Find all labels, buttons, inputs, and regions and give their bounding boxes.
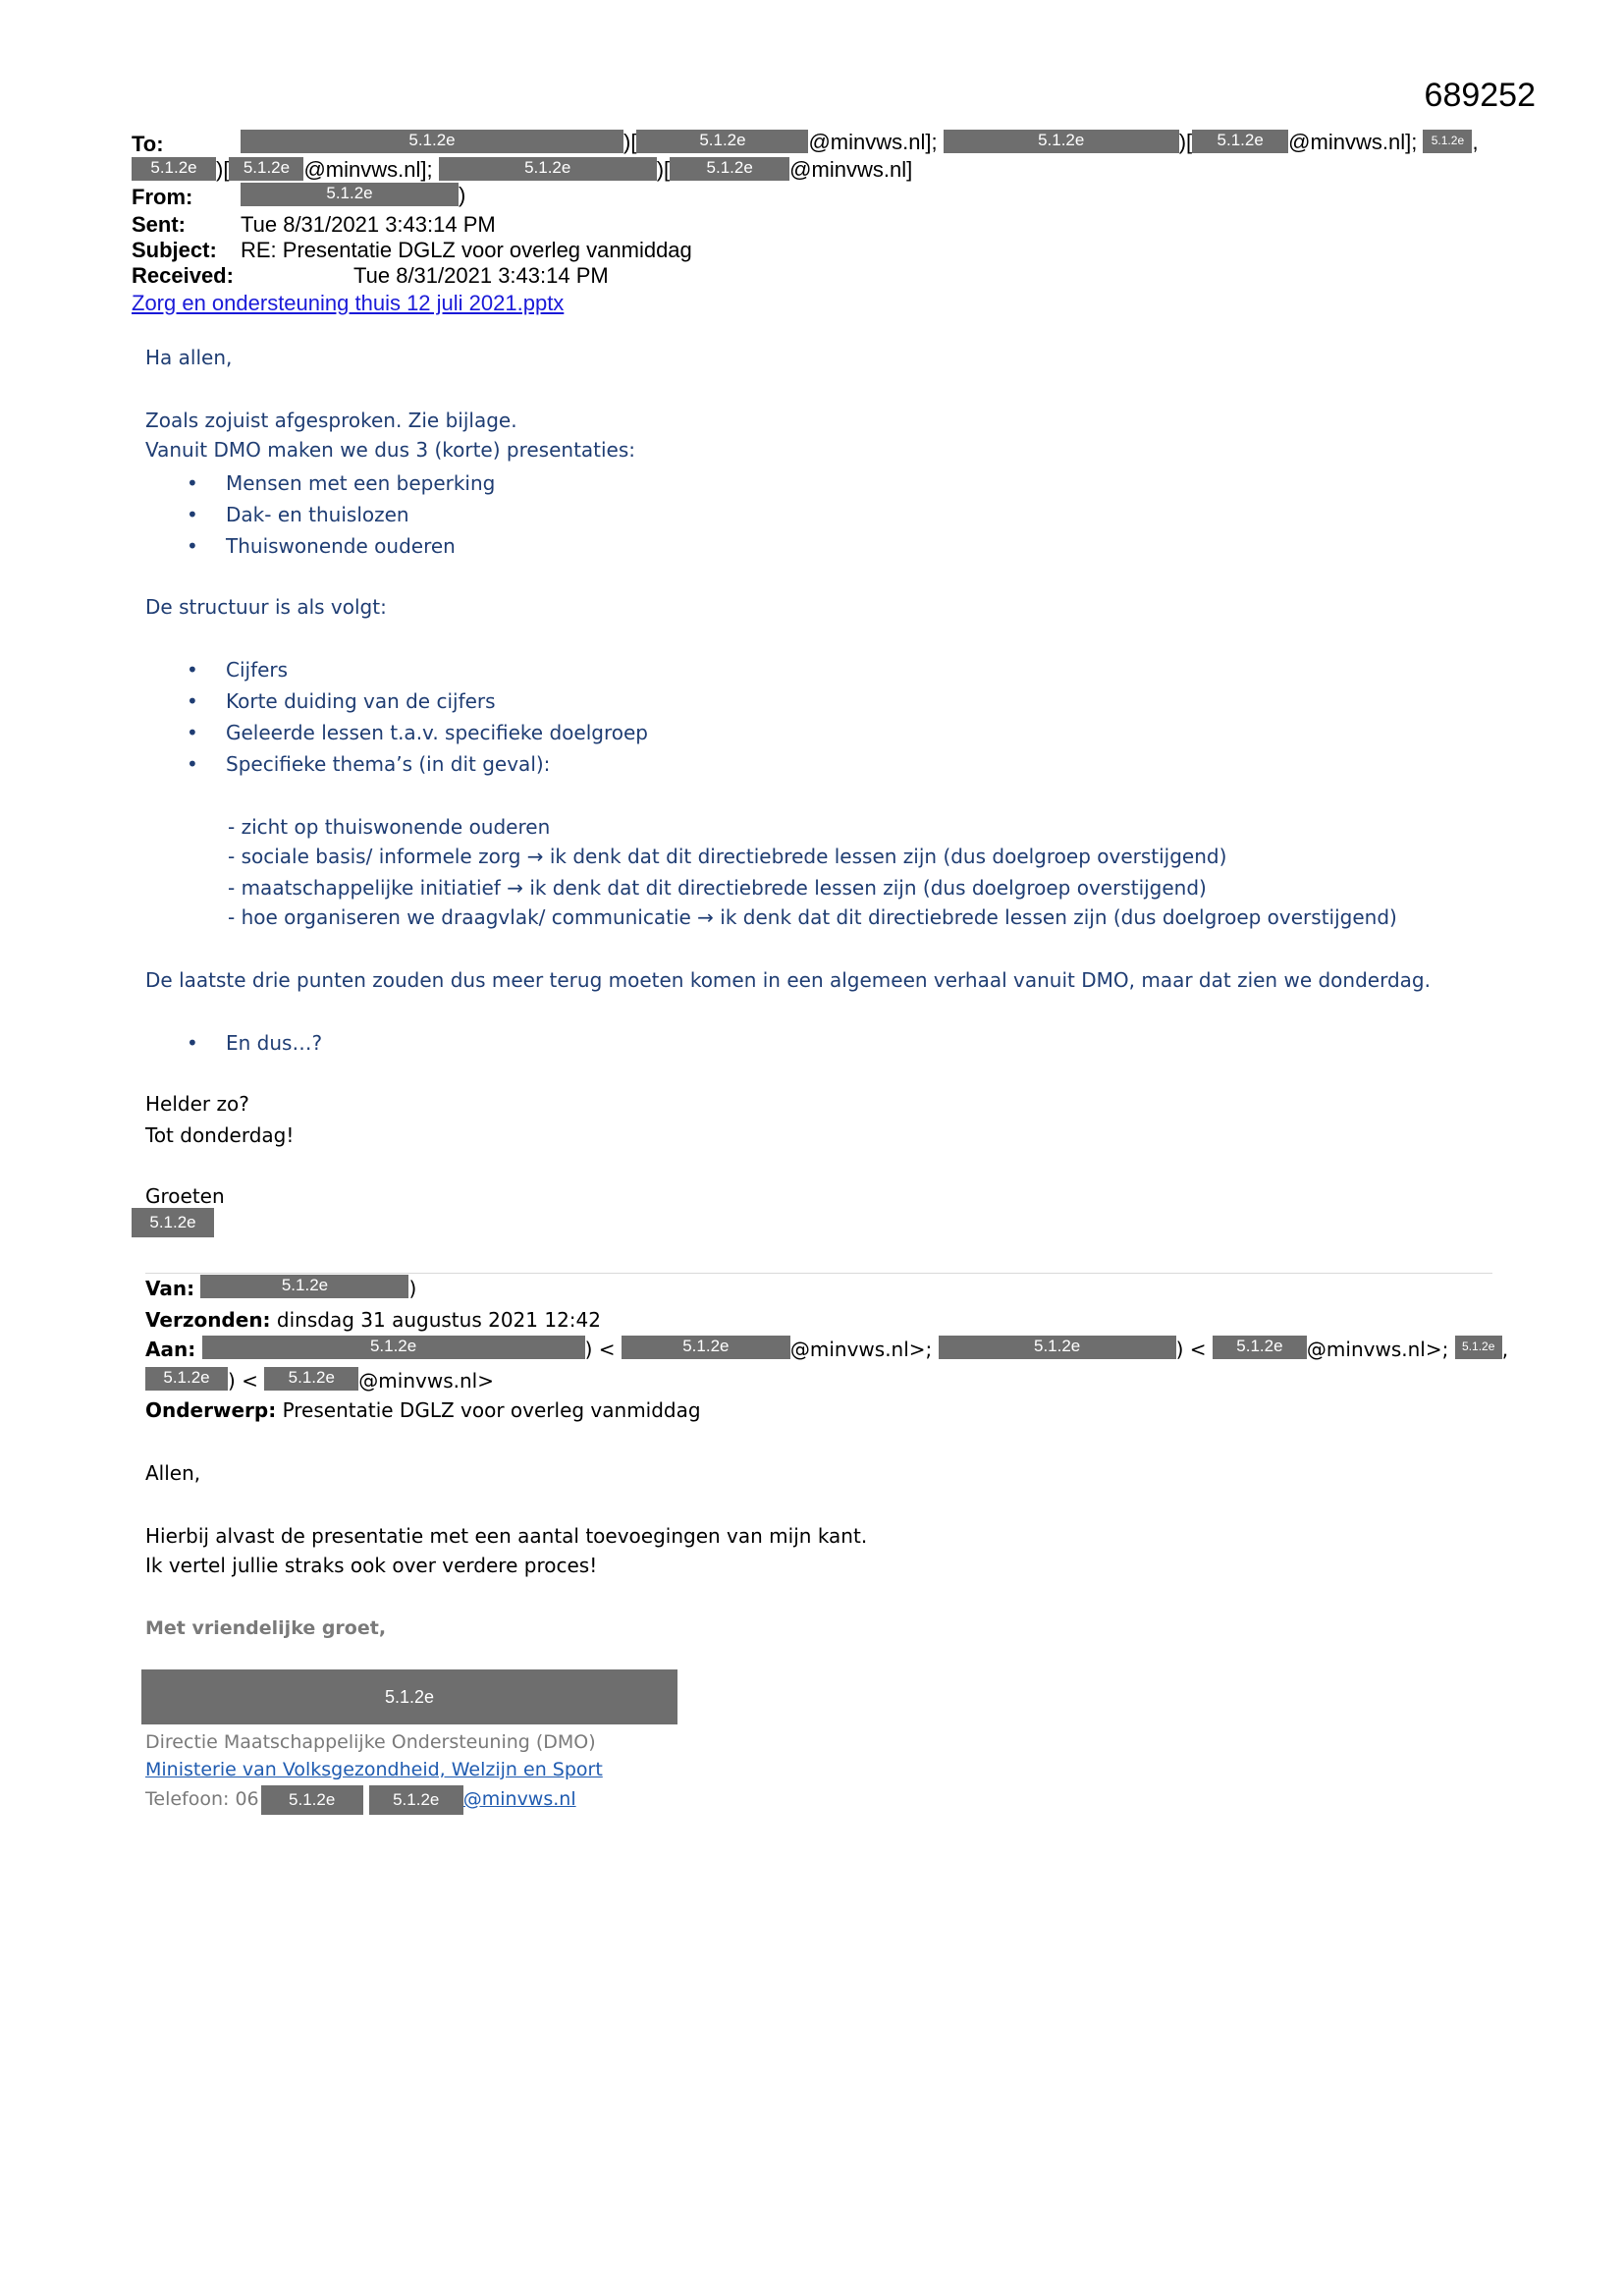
redaction: 5.1.2e: [636, 130, 808, 153]
theme-line: - maatschappelijke initiatief → ik denk dat dit directiebrede lessen zijn (dus doelgroep overstijgend): [228, 876, 1207, 900]
email-domain: @minvws.nl]: [789, 157, 913, 182]
received-label: Received:: [132, 263, 234, 288]
subject-label: Subject:: [132, 238, 217, 262]
closing-line: Helder zo?: [145, 1092, 249, 1116]
paren-bracket: )[: [1178, 130, 1193, 154]
redaction: 5.1.2e: [1213, 1336, 1307, 1359]
signature-department: Directie Maatschappelijke Ondersteuning (DMO): [145, 1731, 596, 1753]
paren-close: ): [459, 183, 466, 207]
sent-label: Verzonden:: [145, 1308, 271, 1332]
redaction: 5.1.2e: [1423, 130, 1472, 153]
email-domain: @minvws.nl>;: [1306, 1338, 1449, 1361]
closing-line: Tot donderdag!: [145, 1123, 295, 1147]
email-domain: @minvws.nl];: [1288, 130, 1418, 154]
list-item: • Specifieke thema’s (in dit geval):: [187, 752, 551, 776]
sent-value: Tue 8/31/2021 3:43:14 PM: [241, 212, 496, 237]
redaction: 5.1.2e: [939, 1336, 1176, 1359]
list-item: • Geleerde lessen t.a.v. specifieke doelgroep: [187, 721, 648, 744]
paren-close: ): [408, 1277, 417, 1300]
redaction: 5.1.2e: [622, 1336, 790, 1359]
email-domain: @minvws.nl];: [303, 157, 433, 182]
email-domain: @minvws.nl>: [358, 1369, 494, 1393]
phone-label: Telefoon: 06: [145, 1788, 259, 1810]
redaction: 5.1.2e: [264, 1367, 358, 1391]
redaction: 5.1.2e: [202, 1336, 585, 1359]
redaction: 5.1.2e: [229, 157, 303, 181]
redaction: 5.1.2e: [200, 1275, 408, 1298]
paren-bracket: )[: [656, 157, 671, 182]
list-item: • Cijfers: [187, 658, 289, 682]
redaction: 5.1.2e: [241, 130, 623, 153]
paragraph: Hierbij alvast de presentatie met een aantal toevoegingen van mijn kant.: [145, 1524, 868, 1548]
list-item: • En dus…?: [187, 1031, 323, 1055]
subject-value: Presentatie DGLZ voor overleg vanmiddag: [282, 1398, 701, 1422]
redaction: 5.1.2e: [132, 157, 216, 181]
sent-value: dinsdag 31 augustus 2021 12:42: [276, 1308, 601, 1332]
list-item: • Mensen met een beperking: [187, 471, 496, 495]
greeting: Ha allen,: [145, 346, 233, 369]
subject-value: RE: Presentatie DGLZ voor overleg vanmiddag: [241, 238, 692, 262]
paragraph: Zoals zojuist afgesproken. Zie bijlage.: [145, 409, 517, 432]
signoff: Met vriendelijke groet,: [145, 1617, 387, 1639]
angle-sep: ) <: [584, 1338, 616, 1361]
redaction: 5.1.2e: [369, 1785, 463, 1815]
theme-line: - sociale basis/ informele zorg → ik denk dat dit directiebrede lessen zijn (dus doelgroep overstijgend): [228, 845, 1227, 868]
list-item: • Thuiswonende ouderen: [187, 534, 456, 558]
greeting: Allen,: [145, 1461, 201, 1485]
to-label: Aan:: [145, 1338, 196, 1361]
attachment-link[interactable]: Zorg en ondersteuning thuis 12 juli 2021.pptx: [132, 291, 565, 315]
theme-line: - zicht op thuiswonende ouderen: [228, 815, 551, 839]
redaction: 5.1.2e: [241, 183, 459, 206]
angle-sep: ) <: [228, 1369, 258, 1393]
redaction: 5.1.2e: [670, 157, 789, 181]
paragraph: Vanuit DMO maken we dus 3 (korte) presentaties:: [145, 438, 636, 462]
email-domain: @minvws.nl>;: [789, 1338, 933, 1361]
paragraph: De structuur is als volgt:: [145, 595, 387, 619]
redaction: 5.1.2e: [261, 1785, 363, 1815]
list-item: • Dak- en thuislozen: [187, 503, 409, 526]
subject-label: Onderwerp:: [145, 1398, 277, 1422]
redaction: 5.1.2e: [145, 1367, 228, 1391]
theme-line: - hoe organiseren we draagvlak/ communicatie → ik denk dat dit directiebrede lessen zijn (dus doelgroep overstijgend): [228, 905, 1397, 929]
list-item: • Korte duiding van de cijfers: [187, 689, 496, 713]
from-label: From:: [132, 185, 193, 209]
sent-label: Sent:: [132, 212, 186, 237]
signature-email-link[interactable]: @minvws.nl: [462, 1788, 576, 1810]
divider: [145, 1273, 1492, 1274]
ministry-link[interactable]: Ministerie van Volksgezondheid, Welzijn en Sport: [145, 1759, 603, 1780]
redaction: 5.1.2e: [132, 1208, 214, 1237]
paren-bracket: )[: [216, 157, 230, 182]
regards: Groeten: [145, 1184, 225, 1208]
comma: ,: [1501, 1338, 1509, 1361]
signature-name-redaction: 5.1.2e: [141, 1669, 677, 1724]
redaction: 5.1.2e: [439, 157, 657, 181]
from-label: Van:: [145, 1277, 195, 1300]
redaction: 5.1.2e: [1192, 130, 1288, 153]
paragraph: De laatste drie punten zouden dus meer terug moeten komen in een algemeen verhaal vanuit DMO, maar dat zien we donderdag.: [145, 968, 1431, 992]
to-label: To:: [132, 132, 164, 156]
redaction: 5.1.2e: [1455, 1336, 1502, 1359]
redaction: 5.1.2e: [944, 130, 1179, 153]
document-number: 689252: [1424, 77, 1536, 114]
angle-sep: ) <: [1175, 1338, 1207, 1361]
email-domain: @minvws.nl];: [808, 130, 938, 154]
paren-bracket: )[: [623, 130, 637, 154]
received-value: Tue 8/31/2021 3:43:14 PM: [353, 263, 609, 288]
paragraph: Ik vertel jullie straks ook over verdere proces!: [145, 1554, 598, 1577]
